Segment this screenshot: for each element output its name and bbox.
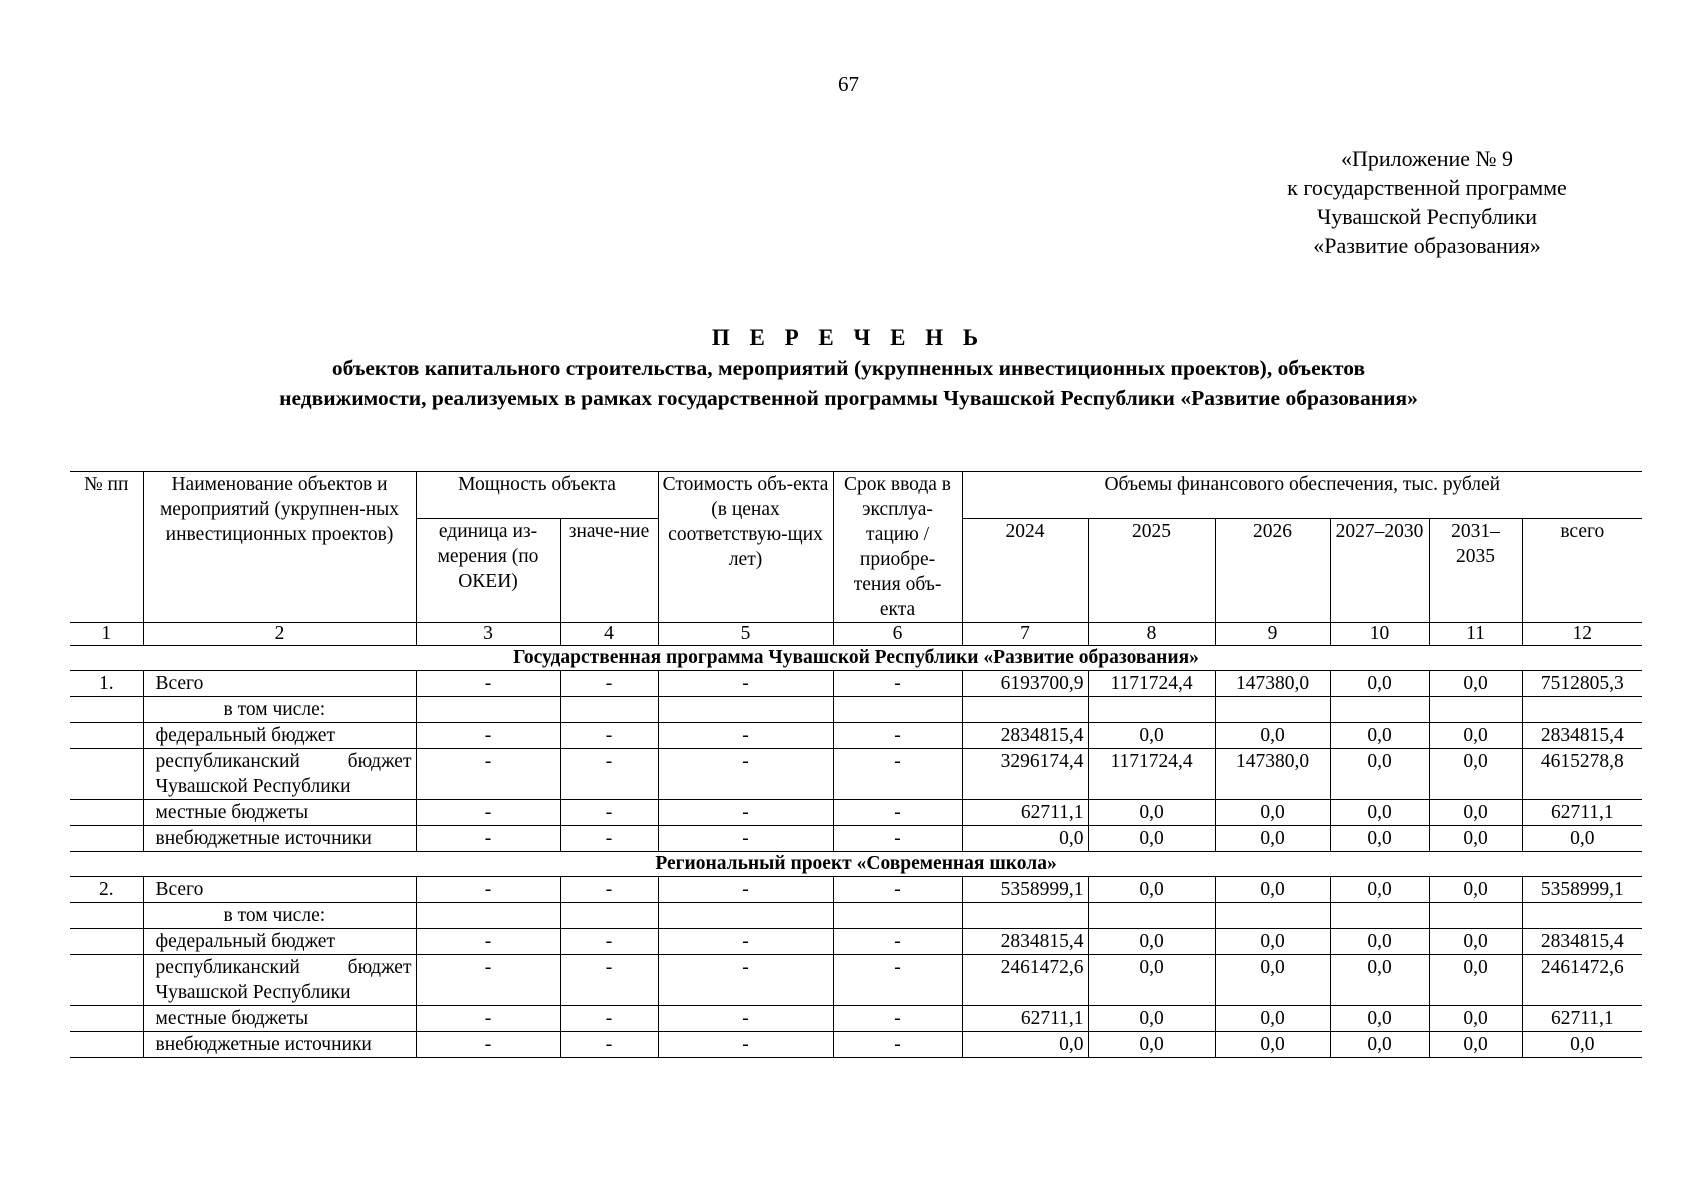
header-year: 2025 [1088,519,1215,623]
table-row [70,1032,1642,1058]
cost-cell: - [658,749,833,800]
unit-cell: - [416,877,560,903]
year-2025-cell: 1171724,4 [1088,749,1215,800]
value-cell: - [560,955,658,1006]
year-2027-2030-cell: 0,0 [1330,800,1429,826]
year-2027-2030-cell: 0,0 [1330,929,1429,955]
total-cell: 2834815,4 [1522,929,1642,955]
value-cell: - [560,877,658,903]
year-2031-2035-cell: 0,0 [1429,955,1522,1006]
header-year: 2026 [1215,519,1330,623]
row-name: в том числе: [143,697,416,723]
value-cell: - [560,723,658,749]
unit-cell: - [416,929,560,955]
cost-cell: - [658,1006,833,1032]
total-cell: 7512805,3 [1522,671,1642,697]
year-2026-cell: 0,0 [1215,955,1330,1006]
year-2025-cell: 1171724,4 [1088,671,1215,697]
year-2027-2030-cell: 0,0 [1330,877,1429,903]
year-2027-2030-cell: 0,0 [1330,1032,1429,1058]
year-2026-cell: 0,0 [1215,800,1330,826]
row-name: республиканский бюджет Чувашской Республики [143,749,416,800]
value-cell: - [560,1032,658,1058]
appendix-header [1217,144,1637,260]
column-number: 5 [658,623,833,646]
column-number: 6 [833,623,962,646]
header-term: Срок ввода в эксплуа-тацию / приобре-тения объ-екта [833,472,962,623]
row-number [70,1032,143,1058]
title-block [0,323,1697,413]
value-cell: - [560,671,658,697]
term-cell: - [833,671,962,697]
year-2026-cell [1215,697,1330,723]
value-cell: - [560,826,658,852]
header-capacity: Мощность объекта [416,472,658,519]
year-2027-2030-cell: 0,0 [1330,671,1429,697]
value-cell [560,903,658,929]
cost-cell: - [658,955,833,1006]
year-2031-2035-cell: 0,0 [1429,800,1522,826]
row-number [70,749,143,800]
header-row [70,472,1642,519]
year-2024-cell: 0,0 [962,1032,1088,1058]
year-2027-2030-cell: 0,0 [1330,749,1429,800]
table-body [70,646,1642,1058]
total-cell: 62711,1 [1522,800,1642,826]
row-name: федеральный бюджет [143,723,416,749]
year-2024-cell: 62711,1 [962,800,1088,826]
total-cell [1522,697,1642,723]
year-2024-cell: 3296174,4 [962,749,1088,800]
row-name: федеральный бюджет [143,929,416,955]
year-2031-2035-cell [1429,903,1522,929]
table-row [70,1006,1642,1032]
unit-cell: - [416,955,560,1006]
year-2027-2030-cell: 0,0 [1330,826,1429,852]
cost-cell: - [658,929,833,955]
appendix-line: к государственной программе [1287,175,1567,200]
term-cell: - [833,1006,962,1032]
value-cell: - [560,929,658,955]
year-2026-cell: 0,0 [1215,1032,1330,1058]
cost-cell: - [658,671,833,697]
year-2031-2035-cell: 0,0 [1429,826,1522,852]
table-row [70,749,1642,800]
row-number: 1. [70,671,143,697]
header-year: 2031–2035 [1429,519,1522,623]
term-cell: - [833,955,962,1006]
header-total: всего [1522,519,1642,623]
section-title: Региональный проект «Современная школа» [70,852,1642,877]
row-name: внебюджетные источники [143,826,416,852]
table-row [70,723,1642,749]
row-number [70,826,143,852]
year-2031-2035-cell [1429,697,1522,723]
year-2027-2030-cell [1330,697,1429,723]
row-number [70,800,143,826]
year-2024-cell: 2834815,4 [962,723,1088,749]
cost-cell: - [658,826,833,852]
row-number [70,723,143,749]
header-funding: Объемы финансового обеспечения, тыс. рублей [962,472,1642,519]
cost-cell: - [658,800,833,826]
year-2025-cell: 0,0 [1088,1032,1215,1058]
year-2027-2030-cell: 0,0 [1330,955,1429,1006]
year-2026-cell: 0,0 [1215,877,1330,903]
table-row [70,697,1642,723]
value-cell: - [560,800,658,826]
header-name: Наименование объектов и мероприятий (укрупнен-ных инвестиционных проектов) [143,472,416,623]
row-name: местные бюджеты [143,1006,416,1032]
year-2031-2035-cell: 0,0 [1429,671,1522,697]
year-2024-cell: 6193700,9 [962,671,1088,697]
term-cell: - [833,877,962,903]
term-cell: - [833,1032,962,1058]
term-cell: - [833,723,962,749]
year-2026-cell: 147380,0 [1215,749,1330,800]
header-value: значе-ние [560,519,658,623]
table-row [70,903,1642,929]
total-cell: 4615278,8 [1522,749,1642,800]
term-cell: - [833,800,962,826]
unit-cell: - [416,671,560,697]
column-number: 2 [143,623,416,646]
year-2027-2030-cell: 0,0 [1330,1006,1429,1032]
column-number: 10 [1330,623,1429,646]
row-number [70,929,143,955]
year-2025-cell: 0,0 [1088,929,1215,955]
unit-cell: - [416,800,560,826]
year-2024-cell: 62711,1 [962,1006,1088,1032]
year-2025-cell: 0,0 [1088,955,1215,1006]
term-cell: - [833,749,962,800]
unit-cell: - [416,749,560,800]
appendix-line: «Развитие образования» [1313,233,1541,258]
column-numbers-row [70,623,1642,646]
total-cell: 0,0 [1522,1032,1642,1058]
unit-cell: - [416,1006,560,1032]
cost-cell: - [658,723,833,749]
year-2024-cell: 0,0 [962,826,1088,852]
term-cell: - [833,929,962,955]
year-2024-cell [962,697,1088,723]
year-2025-cell: 0,0 [1088,1006,1215,1032]
unit-cell: - [416,826,560,852]
year-2024-cell [962,903,1088,929]
year-2031-2035-cell: 0,0 [1429,749,1522,800]
year-2026-cell: 0,0 [1215,1006,1330,1032]
header-unit: единица из-мерения (по ОКЕИ) [416,519,560,623]
subtitle-line: объектов капитального строительства, мероприятий (укрупненных инвестиционных проектов), объектов [331,356,1366,380]
year-2031-2035-cell: 0,0 [1429,723,1522,749]
page-number: 67 [838,72,859,96]
year-2031-2035-cell: 0,0 [1429,1032,1522,1058]
row-name: местные бюджеты [143,800,416,826]
year-2027-2030-cell [1330,903,1429,929]
row-name: Всего [143,671,416,697]
year-2026-cell: 147380,0 [1215,671,1330,697]
value-cell: - [560,1006,658,1032]
cost-cell: - [658,1032,833,1058]
row-number [70,697,143,723]
term-cell [833,697,962,723]
column-number: 7 [962,623,1088,646]
year-2025-cell [1088,903,1215,929]
year-2031-2035-cell: 0,0 [1429,877,1522,903]
value-cell [560,697,658,723]
year-2026-cell: 0,0 [1215,929,1330,955]
column-number: 4 [560,623,658,646]
year-2026-cell [1215,903,1330,929]
table-row [70,877,1642,903]
total-cell [1522,903,1642,929]
section-title: Государственная программа Чувашской Республики «Развитие образования» [70,646,1642,671]
row-name: внебюджетные источники [143,1032,416,1058]
unit-cell: - [416,723,560,749]
appendix-line: «Приложение № 9 [1340,146,1514,171]
row-number [70,1006,143,1032]
year-2024-cell: 2834815,4 [962,929,1088,955]
total-cell: 5358999,1 [1522,877,1642,903]
document-title: П Е Р Е Ч Е Н Ь [711,325,986,350]
column-number: 3 [416,623,560,646]
row-name: Всего [143,877,416,903]
term-cell: - [833,826,962,852]
year-2027-2030-cell: 0,0 [1330,723,1429,749]
row-name: республиканский бюджет Чувашской Республики [143,955,416,1006]
year-2025-cell: 0,0 [1088,800,1215,826]
column-number: 8 [1088,623,1215,646]
table-row [70,955,1642,1006]
year-2026-cell: 0,0 [1215,723,1330,749]
unit-cell [416,903,560,929]
year-2031-2035-cell: 0,0 [1429,1006,1522,1032]
column-number: 12 [1522,623,1642,646]
row-name: в том числе: [143,903,416,929]
header-number: № пп [70,472,143,623]
table-row [70,826,1642,852]
appendix-line: Чувашской Республики [1316,204,1538,229]
year-2025-cell [1088,697,1215,723]
column-number: 11 [1429,623,1522,646]
total-cell: 62711,1 [1522,1006,1642,1032]
year-2031-2035-cell: 0,0 [1429,929,1522,955]
header-year: 2027–2030 [1330,519,1429,623]
table-row [70,671,1642,697]
cost-cell: - [658,877,833,903]
header-cost: Стоимость объ-екта (в ценах соответствую-щих лет) [658,472,833,623]
year-2025-cell: 0,0 [1088,877,1215,903]
unit-cell: - [416,1032,560,1058]
row-number [70,955,143,1006]
capital-objects-table [70,471,1642,1058]
year-2024-cell: 2461472,6 [962,955,1088,1006]
year-2026-cell: 0,0 [1215,826,1330,852]
table-row [70,800,1642,826]
section-row [70,852,1642,877]
column-number: 9 [1215,623,1330,646]
year-2025-cell: 0,0 [1088,723,1215,749]
year-2024-cell: 5358999,1 [962,877,1088,903]
term-cell [833,903,962,929]
section-row [70,646,1642,671]
row-number [70,903,143,929]
cost-cell [658,697,833,723]
document-subtitle [0,353,1697,413]
year-2025-cell: 0,0 [1088,826,1215,852]
subtitle-line: недвижимости, реализуемых в рамках государственной программы Чувашской Республики «Развитие образования» [279,386,1418,410]
total-cell: 2461472,6 [1522,955,1642,1006]
table-row [70,929,1642,955]
header-year: 2024 [962,519,1088,623]
total-cell: 0,0 [1522,826,1642,852]
value-cell: - [560,749,658,800]
unit-cell [416,697,560,723]
total-cell: 2834815,4 [1522,723,1642,749]
row-number: 2. [70,877,143,903]
column-number: 1 [70,623,143,646]
cost-cell [658,903,833,929]
